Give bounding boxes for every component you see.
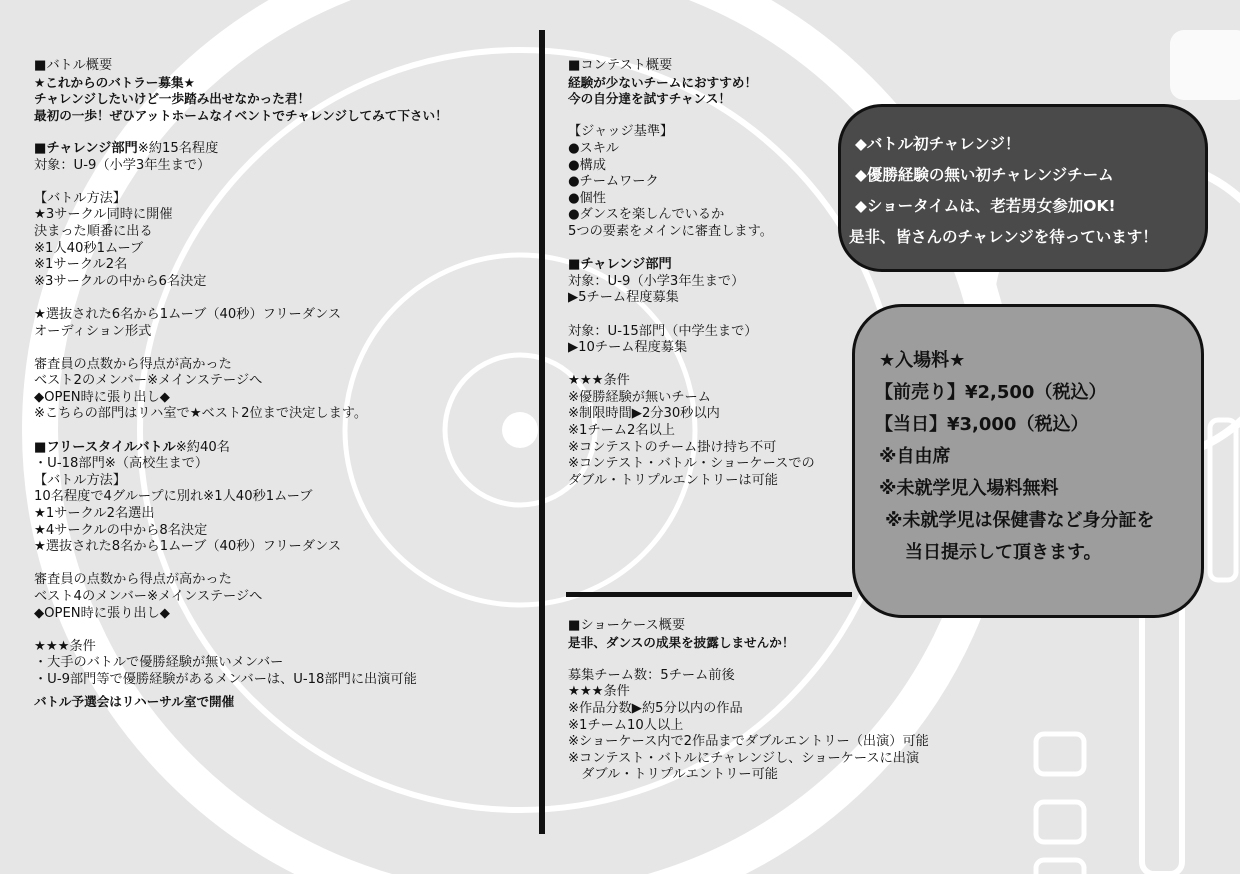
showcase-line: ※作品分数▶約5分以内の作品 <box>568 700 743 716</box>
battle-column <box>34 58 448 710</box>
highlight-line: ◆優勝経験の無い初チャレンジチーム <box>855 166 1114 184</box>
showcase-line: ※ショーケース内で2作品までダブルエントリー（出演）可能 <box>568 734 929 750</box>
selected-line-2: オーディション形式 <box>34 323 152 339</box>
contest-condition-line: ※コンテスト・バトル・ショーケースでの <box>568 456 815 472</box>
judge2-line: ベスト4のメンバー※メインステージへ <box>34 589 263 604</box>
contest-condition-line: ★★★条件 <box>568 373 630 389</box>
highlight-line: ◆ショータイムは、老若男女参加OK! <box>855 197 1116 215</box>
judge2-line: 審査員の点数から得点が高かった <box>34 572 232 588</box>
contest-challenge-line: 対象：U-9（小学3年生まで） <box>568 273 745 289</box>
contest-condition-line: ※コンテストのチーム掛け持ち不可 <box>568 439 777 455</box>
judge-criteria-item: ●個性 <box>568 190 606 206</box>
contest-intro-1: 経験が少ないチームにおすすめ！ <box>568 74 758 90</box>
admission-id-note-2: 当日提示して頂きます。 <box>905 542 1102 563</box>
challenge-target: 対象：U-9（小学3年生まで） <box>34 157 211 173</box>
method-line: ※1人40秒1ムーブ <box>34 240 144 256</box>
method-line: 決まった順番に出る <box>34 223 153 239</box>
showcase-intro: 是非、ダンスの成果を披露しませんか！ <box>568 634 795 650</box>
conditions-line: ・大手のバトルで優勝経験が無いメンバー <box>34 655 284 671</box>
method-line: ★3サークル同時に開催 <box>34 207 173 223</box>
contest-challenge-line: 対象：U-15部門（中学生まで） <box>568 323 758 339</box>
contest-intro-2: 今の自分達を試すチャンス！ <box>568 91 731 107</box>
admission-preschool-free: ※未就学児入場料無料 <box>879 478 1059 499</box>
judge-line: ※こちらの部門はリハ室で★ベスト2位まで決定します。 <box>34 406 368 422</box>
record-spindle <box>502 412 538 448</box>
judge-criteria-item: ●スキル <box>568 140 619 156</box>
admission-door: 【当日】¥3,000（税込） <box>875 414 1089 435</box>
freestyle-heading: ■フリースタイルバトル <box>34 439 176 455</box>
method-line: ※3サークルの中から6名決定 <box>34 273 207 289</box>
judge-line: ベスト2のメンバー※メインステージへ <box>34 373 263 389</box>
judge-criteria-item: ●チームワーク <box>568 174 659 190</box>
judge-line: ◆OPEN時に張り出し◆ <box>34 389 170 405</box>
freestyle-line: ★4サークルの中から8名決定 <box>34 522 208 538</box>
challenge-heading: ■チャレンジ部門 <box>34 140 138 156</box>
admission-advance: 【前売り】¥2,500（税込） <box>875 382 1107 403</box>
freestyle-line: ★1サークル2名選出 <box>34 506 155 522</box>
conditions-heading: ★★★条件 <box>34 638 96 654</box>
prelim-note: バトル予選会はリハーサル室で開催 <box>34 693 235 709</box>
judge-criteria-item: ●構成 <box>568 157 606 173</box>
freestyle-heading-count: ※約40名 <box>175 439 230 455</box>
deck-button-3 <box>1036 860 1084 874</box>
freestyle-line: 10名程度で4グループに別れ※1人40秒1ムーブ <box>34 489 313 505</box>
highlight-line: 是非、皆さんのチャレンジを待っています！ <box>849 228 1158 246</box>
admission-title: ★入場料★ <box>879 350 966 371</box>
column-divider-vertical <box>539 30 545 834</box>
showcase-line: ※コンテスト・バトルにチャレンジし、ショーケースに出演 <box>568 750 920 766</box>
battle-overview-heading: ■バトル概要 <box>34 58 113 73</box>
judge-criteria-item: 5つの要素をメインに審査します。 <box>568 223 773 239</box>
deck-button-2 <box>1036 802 1084 842</box>
admission-box <box>852 304 1204 618</box>
contest-heading: ■コンテスト概要 <box>568 58 673 73</box>
battle-intro-2: 最初の一歩！ぜひアットホームなイベントでチャレンジしてみて下さい！ <box>34 107 448 123</box>
showcase-column <box>568 618 929 784</box>
section-divider-horizontal <box>566 592 852 597</box>
freestyle-heading-line <box>34 440 448 457</box>
admission-seating: ※自由席 <box>879 446 951 467</box>
contest-condition-line: ※優勝経験が無いチーム <box>568 389 711 405</box>
selected-line-1: ★選抜された6名から1ムーブ（40秒）フリーダンス <box>34 306 342 322</box>
judge2-line: ◆OPEN時に張り出し◆ <box>34 605 170 621</box>
showcase-line: ※1チーム10人以上 <box>568 717 684 733</box>
showcase-line: 募集チーム数：5チーム前後 <box>568 667 735 683</box>
highlight-line: ◆バトル初チャレンジ！ <box>855 135 1021 153</box>
contest-condition-line: ※制限時間▶2分30秒以内 <box>568 406 720 422</box>
method-line: ※1サークル2名 <box>34 257 128 273</box>
contest-condition-line: ※1チーム2名以上 <box>568 423 675 439</box>
freestyle-line: 【バトル方法】 <box>34 472 127 488</box>
contest-challenge-line: ▶5チーム程度募集 <box>568 290 679 306</box>
contest-condition-line: ダブル・トリプルエントリーは可能 <box>568 472 778 488</box>
showcase-line: ★★★条件 <box>568 684 630 700</box>
conditions-line: ・U-9部門等で優勝経験があるメンバーは、U-18部門に出演可能 <box>34 671 417 687</box>
showcase-heading: ■ショーケース概要 <box>568 618 686 633</box>
freestyle-line: ★選抜された8名から1ムーブ（40秒）フリーダンス <box>34 539 342 555</box>
freestyle-line: ・U-18部門※（高校生まで） <box>34 456 209 472</box>
highlight-box <box>838 104 1208 272</box>
battle-recruit: ★これからのバトラー募集★ <box>34 74 195 90</box>
judge-line: 審査員の点数から得点が高かった <box>34 356 232 372</box>
contest-column <box>568 58 815 489</box>
deck-button-1 <box>1036 734 1084 774</box>
method-heading: 【バトル方法】 <box>34 190 127 206</box>
judge-criteria-heading: 【ジャッジ基準】 <box>568 124 674 140</box>
contest-challenge-line: ▶10チーム程度募集 <box>568 340 688 356</box>
challenge-heading-line <box>34 141 448 158</box>
contest-challenge-heading: ■チャレンジ部門 <box>568 257 672 273</box>
showcase-line: ダブル・トリプルエントリー可能 <box>568 767 778 783</box>
battle-intro-1: チャレンジしたいけど一歩踏み出せなかった君！ <box>34 91 311 107</box>
corner-block <box>1170 30 1240 100</box>
admission-id-note-1: ※未就学児は保健書など身分証を <box>885 510 1155 531</box>
judge-criteria-item: ●ダンスを楽しんでいるか <box>568 207 725 223</box>
challenge-heading-count: ※約15名程度 <box>137 140 219 156</box>
